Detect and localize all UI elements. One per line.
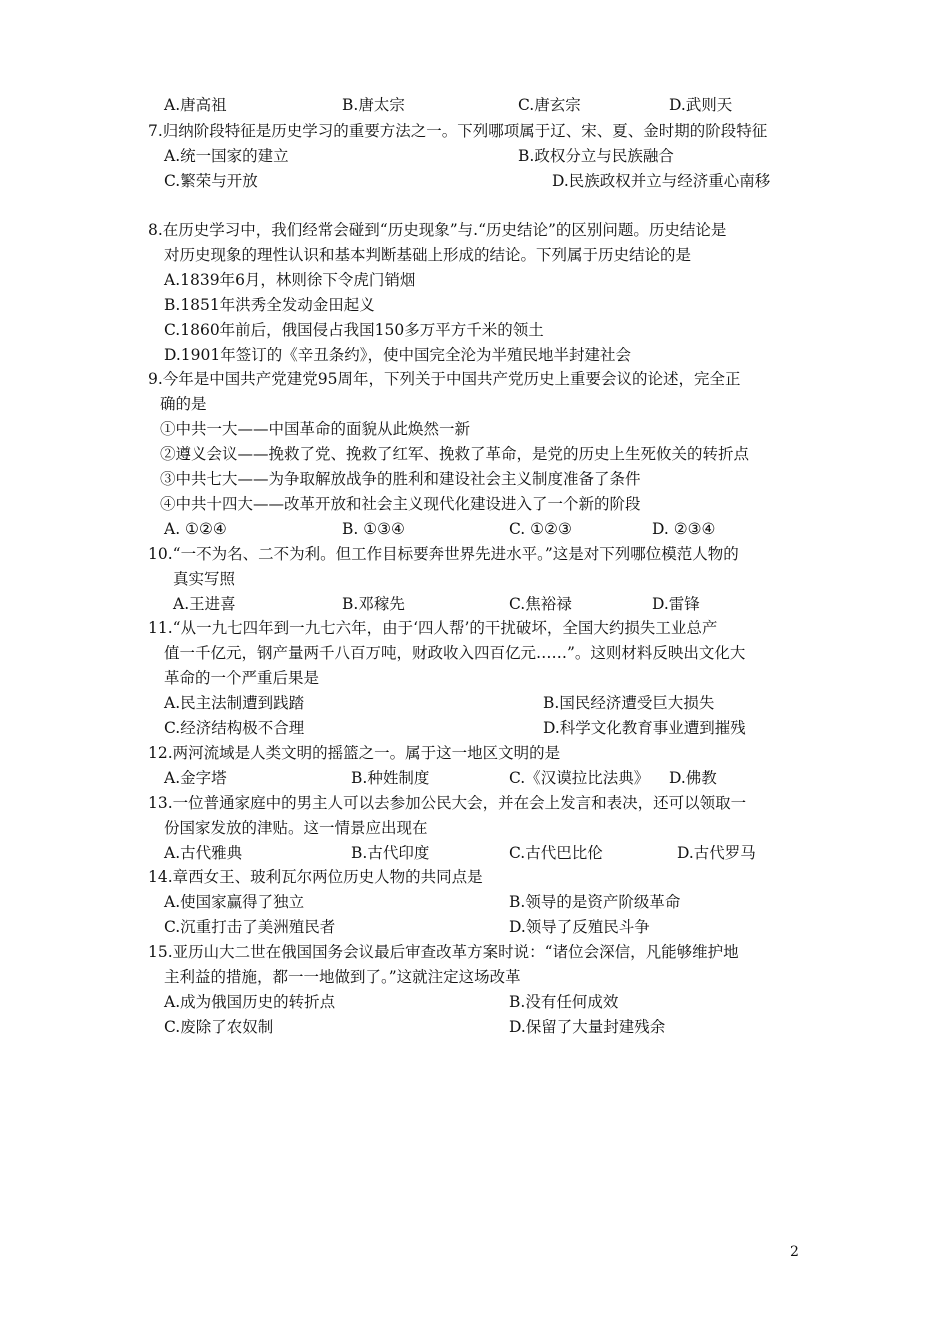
q7-option-d: D.民族政权并立与经济重心南移 bbox=[552, 172, 771, 190]
q10-option-a: A.王进喜 bbox=[173, 595, 236, 613]
q10-stem-line1: 10.“一不为名、二不为利。但工作目标要奔世界先进水平。”这是对下列哪位模范人物的 bbox=[148, 545, 739, 563]
q12-option-c: C.《汉谟拉比法典》 bbox=[509, 769, 650, 787]
q12-option-b: B.种姓制度 bbox=[351, 769, 430, 787]
q15-option-a: A.成为俄国历史的转折点 bbox=[164, 993, 336, 1011]
q8-stem-line1: 8.在历史学习中，我们经常会碰到“历史现象”与.“历史结论”的区别问题。历史结论是 bbox=[148, 221, 727, 239]
q13-option-d: D.古代罗马 bbox=[677, 844, 756, 862]
q15-stem-line2: 主利益的措施，都一一地做到了。”这就注定这场改革 bbox=[164, 968, 521, 986]
q10-option-d: D.雷锋 bbox=[652, 595, 700, 613]
q11-stem-line2: 值一千亿元，钢产量两千八百万吨，财政收入四百亿元……”。这则材料反映出文化大 bbox=[164, 644, 746, 662]
q6-option-c: C.唐玄宗 bbox=[518, 96, 581, 114]
q8-option-b: B.1851年洪秀全发动金田起义 bbox=[164, 296, 375, 314]
q12-stem: 12.两河流域是人类文明的摇篮之一。属于这一地区文明的是 bbox=[148, 744, 561, 762]
q9-stem-line1: 9.今年是中国共产党建党95周年，下列关于中国共产党历史上重要会议的论述，完全正 bbox=[148, 370, 741, 388]
q11-option-c: C.经济结构极不合理 bbox=[164, 719, 305, 737]
q11-stem-line3: 革命的一个严重后果是 bbox=[164, 669, 320, 687]
q7-stem: 7.归纳阶段特征是历史学习的重要方法之一。下列哪项属于辽、宋、夏、金时期的阶段特征 bbox=[148, 122, 768, 140]
q8-stem-line2: 对历史现象的理性认识和基本判断基础上形成的结论。下列属于历史结论的是 bbox=[164, 246, 692, 264]
q9-option-b: B. ①③④ bbox=[342, 520, 405, 538]
q6-option-d: D.武则天 bbox=[669, 96, 733, 114]
q8-option-c: C.1860年前后，俄国侵占我国150多万平方千米的领土 bbox=[164, 321, 544, 339]
q7-option-a: A.统一国家的建立 bbox=[164, 147, 289, 165]
q14-option-d: D.领导了反殖民斗争 bbox=[509, 918, 650, 936]
q10-option-c: C.焦裕禄 bbox=[509, 595, 572, 613]
q11-option-a: A.民主法制遭到践踏 bbox=[164, 694, 305, 712]
q6-option-b: B.唐太宗 bbox=[342, 96, 405, 114]
q13-option-a: A.古代雅典 bbox=[164, 844, 243, 862]
q13-stem-line2: 份国家发放的津贴。这一情景应出现在 bbox=[164, 819, 428, 837]
q9-item-4: ④中共十四大——改革开放和社会主义现代化建设进入了一个新的阶段 bbox=[160, 495, 641, 513]
q14-option-a: A.使国家赢得了独立 bbox=[164, 893, 305, 911]
q13-option-b: B.古代印度 bbox=[351, 844, 430, 862]
q15-stem-line1: 15.亚历山大二世在俄国国务会议最后审查改革方案时说：“诸位会深信，凡能够维护地 bbox=[148, 943, 739, 961]
q12-option-a: A.金字塔 bbox=[164, 769, 227, 787]
q15-option-b: B.没有任何成效 bbox=[509, 993, 619, 1011]
q9-item-1: ①中共一大——中国革命的面貌从此焕然一新 bbox=[160, 420, 471, 438]
page-number: 2 bbox=[790, 1244, 799, 1260]
q15-option-d: D.保留了大量封建残余 bbox=[509, 1018, 666, 1036]
q7-option-c: C.繁荣与开放 bbox=[164, 172, 258, 190]
q9-stem-line2: 确的是 bbox=[160, 395, 207, 413]
q14-stem: 14.章西女王、玻利瓦尔两位历史人物的共同点是 bbox=[148, 868, 483, 886]
q11-option-d: D.科学文化教育事业遭到摧残 bbox=[543, 719, 746, 737]
q13-stem-line1: 13.一位普通家庭中的男主人可以去参加公民大会，并在会上发言和表决，还可以领取一 bbox=[148, 794, 747, 812]
q11-stem-line1: 11.“从一九七四年到一九七六年，由于‘四人帮’的干扰破坏，全国大约损失工业总产 bbox=[148, 619, 718, 637]
q12-option-d: D.佛教 bbox=[669, 769, 717, 787]
q9-option-d: D. ②③④ bbox=[652, 520, 716, 538]
q9-item-3: ③中共七大——为争取解放战争的胜利和建设社会主义制度准备了条件 bbox=[160, 470, 641, 488]
q9-option-c: C. ①②③ bbox=[509, 520, 572, 538]
q11-option-b: B.国民经济遭受巨大损失 bbox=[543, 694, 715, 712]
q15-option-c: C.废除了农奴制 bbox=[164, 1018, 274, 1036]
q7-option-b: B.政权分立与民族融合 bbox=[518, 147, 674, 165]
q9-item-2: ②遵义会议——挽救了党、挽救了红军、挽救了革命，是党的历史上生死攸关的转折点 bbox=[160, 445, 750, 463]
q13-option-c: C.古代巴比伦 bbox=[509, 844, 603, 862]
q9-option-a: A. ①②④ bbox=[164, 520, 227, 538]
q8-option-a: A.1839年6月，林则徐下令虎门销烟 bbox=[164, 271, 416, 289]
q8-option-d: D.1901年签订的《辛丑条约》，使中国完全沦为半殖民地半封建社会 bbox=[164, 346, 632, 364]
q6-option-a: A.唐高祖 bbox=[164, 96, 227, 114]
q10-stem-line2: 真实写照 bbox=[173, 570, 236, 588]
q14-option-c: C.沉重打击了美洲殖民者 bbox=[164, 918, 336, 936]
q14-option-b: B.领导的是资产阶级革命 bbox=[509, 893, 681, 911]
q10-option-b: B.邓稼先 bbox=[342, 595, 405, 613]
